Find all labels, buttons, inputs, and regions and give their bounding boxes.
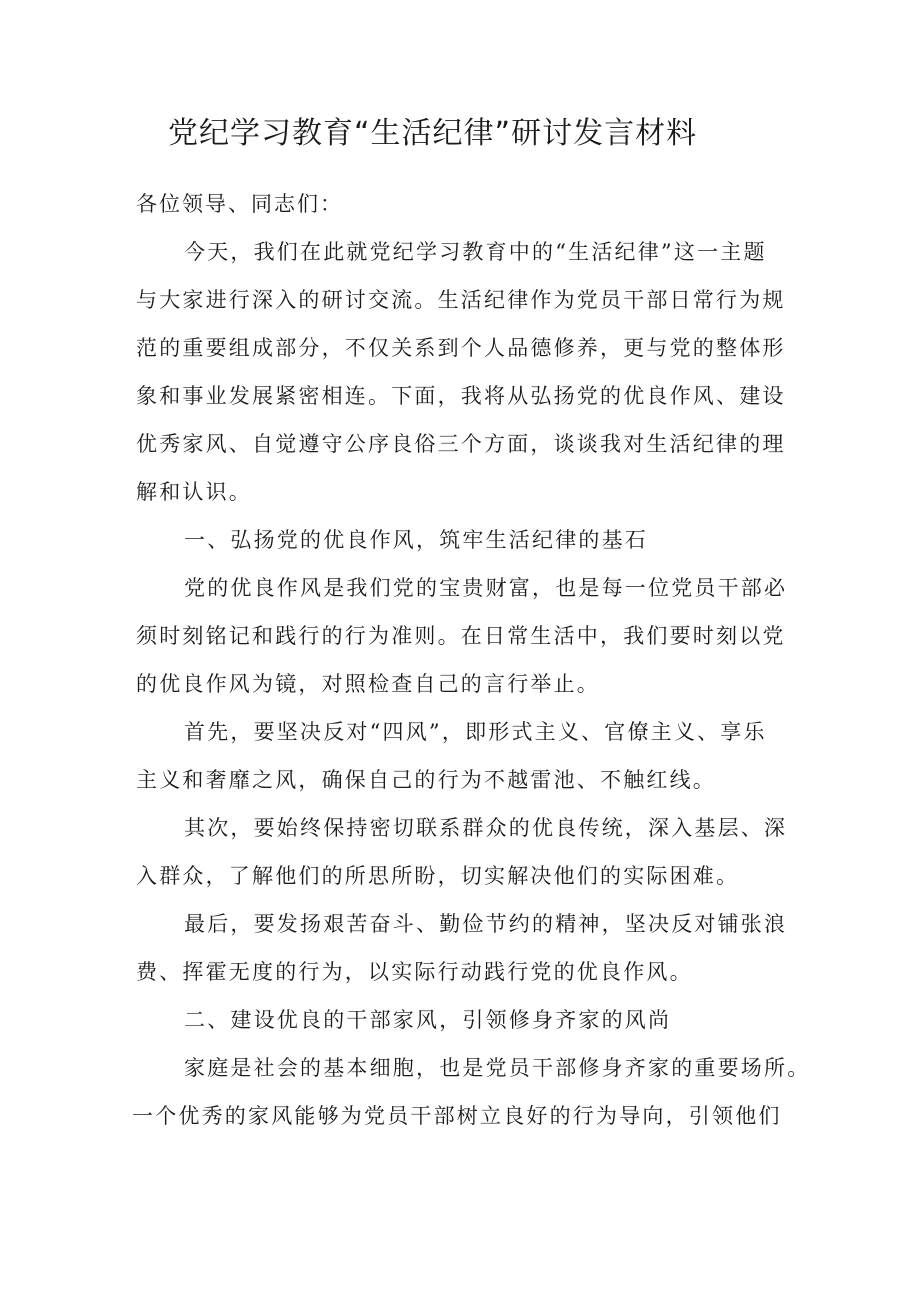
paragraph-intro — [136, 228, 815, 516]
paragraph-line: 其次，要始终保持密切联系群众的优良传统，深入基层、深 — [184, 816, 788, 840]
paragraph-line: 须时刻铭记和践行的行为准则。在日常生活中，我们要时刻以党 — [136, 624, 786, 648]
paragraph-line: 最后，要发扬艰苦奋斗、勤俭节约的精神，坚决反对铺张浪 — [184, 912, 788, 936]
paragraph-line: 家庭是社会的基本细胞，也是党员干部修身齐家的重要场所。 — [184, 1056, 811, 1080]
paragraph-line: 今天，我们在此就党纪学习教育中的“生活纪律”这一主题 — [184, 240, 767, 264]
paragraph-first — [136, 708, 815, 804]
section-heading-1 — [136, 516, 815, 564]
paragraph-line: 解和认识。 — [136, 480, 252, 504]
paragraph-style — [136, 564, 815, 708]
document-title: 党纪学习教育“生活纪律”研讨发言材料 — [168, 116, 698, 151]
salutation: 各位领导、同志们： — [136, 192, 343, 216]
section-heading-text: 一、弘扬党的优良作风，筑牢生活纪律的基石 — [184, 528, 648, 552]
paragraph-line: 与大家进行深入的研讨交流。生活纪律作为党员干部日常行为规 — [136, 288, 786, 312]
paragraph-last — [136, 900, 815, 996]
paragraph-line: 入群众，了解他们的所思所盼，切实解决他们的实际困难。 — [136, 864, 740, 888]
paragraph-family — [132, 1044, 815, 1140]
paragraph-line: 费、挥霍无度的行为，以实际行动践行党的优良作风。 — [136, 960, 693, 984]
paragraph-line: 优秀家风、自觉遵守公序良俗三个方面，谈谈我对生活纪律的理 — [136, 432, 786, 456]
paragraph-line: 的优良作风为镜，对照检查自己的言行举止。 — [136, 672, 600, 696]
paragraph-line: 首先，要坚决反对“四风”，即形式主义、官僚主义、享乐 — [184, 720, 767, 744]
paragraph-line: 一个优秀的家风能够为党员干部树立良好的行为导向，引领他们 — [132, 1104, 782, 1128]
section-heading-text: 二、建设优良的干部家风，引领修身齐家的风尚 — [184, 1008, 672, 1032]
paragraph-line: 党的优良作风是我们党的宝贵财富，也是每一位党员干部必 — [184, 576, 788, 600]
paragraph-line: 范的重要组成部分，不仅关系到个人品德修养，更与党的整体形 — [136, 336, 786, 360]
paragraph-second — [136, 804, 815, 900]
paragraph-line: 象和事业发展紧密相连。下面，我将从弘扬党的优良作风、建设 — [136, 384, 786, 408]
section-heading-2 — [136, 996, 815, 1044]
paragraph-line: 主义和奢靡之风，确保自己的行为不越雷池、不触红线。 — [136, 768, 716, 792]
